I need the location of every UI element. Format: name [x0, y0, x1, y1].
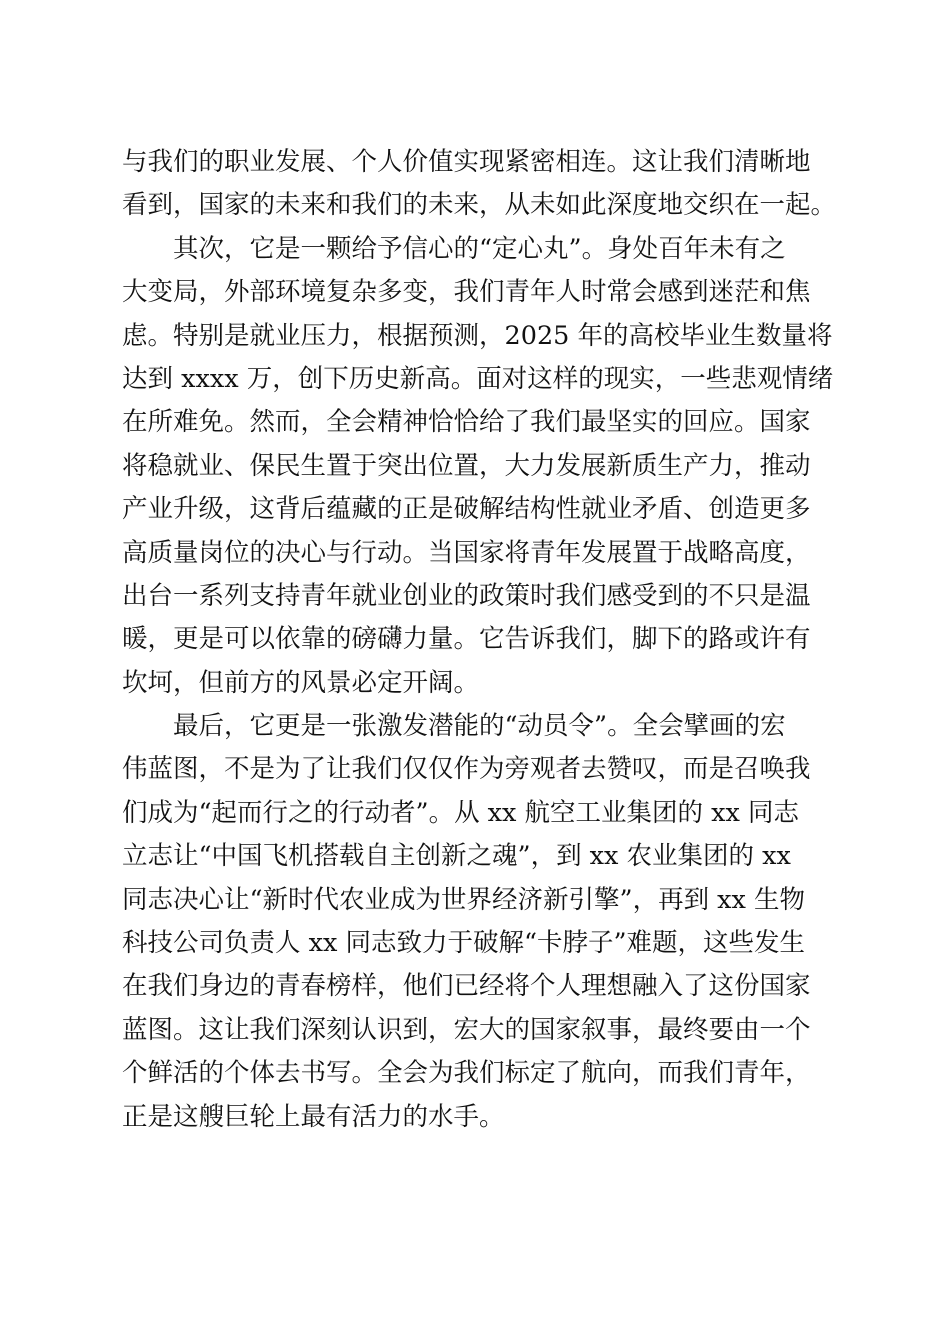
text-line: 们成为“起而行之的行动者”。从 xx 航空工业集团的 xx 同志 [122, 797, 800, 828]
text-line: 将稳就业、保民生置于突出位置，大力发展新质生产力，推动 [122, 450, 811, 481]
text-line: 最后，它更是一张激发潜能的“动员令”。全会擘画的宏 [173, 711, 786, 742]
body-text [122, 141, 837, 1139]
text-line: 产业升级，这背后蕴藏的正是破解结构性就业矛盾、创造更多 [122, 494, 811, 525]
text-line: 看到，国家的未来和我们的未来，从未如此深度地交织在一起。 [122, 190, 837, 221]
text-line: 出台一系列支持青年就业创业的政策时我们感受到的不只是温 [122, 580, 811, 611]
text-line: 蓝图。这让我们深刻认识到，宏大的国家叙事，最终要由一个 [122, 1014, 811, 1045]
text-line: 其次，它是一颗给予信心的“定心丸”。身处百年未有之 [173, 233, 786, 264]
text-line: 与我们的职业发展、个人价值实现紧密相连。这让我们清晰地 [122, 147, 811, 177]
text-line: 高质量岗位的决心与行动。当国家将青年发展置于战略高度， [122, 537, 811, 568]
text-line: 正是这艘巨轮上最有活力的水手。 [122, 1101, 505, 1132]
text-line: 在我们身边的青春榜样，他们已经将个人理想融入了这份国家 [122, 971, 811, 1002]
text-line: 个鲜活的个体去书写。全会为我们标定了航向，而我们青年， [122, 1058, 811, 1089]
text-line: 暖，更是可以依靠的磅礴力量。它告诉我们，脚下的路或许有 [122, 624, 811, 655]
text-line: 虑。特别是就业压力，根据预测，2025 年的高校毕业生数量将 [122, 320, 833, 351]
paragraph-1 [122, 141, 837, 228]
text-line: 伟蓝图，不是为了让我们仅仅作为旁观者去赞叹，而是召唤我 [122, 754, 811, 785]
paragraph-2 [122, 228, 834, 705]
text-line: 同志决心让“新时代农业成为世界经济新引擎”，再到 xx 生物 [122, 884, 806, 915]
text-line: 大变局，外部环境复杂多变，我们青年人时常会感到迷茫和焦 [122, 277, 811, 308]
text-line: 科技公司负责人 xx 同志致力于破解“卡脖子”难题，这些发生 [122, 928, 806, 959]
text-line: 立志让“中国飞机搭载自主创新之魂”，到 xx 农业集团的 xx [122, 841, 791, 872]
text-line: 达到 xxxx 万，创下历史新高。面对这样的现实，一些悲观情绪 [122, 363, 834, 394]
text-line: 在所难免。然而，全会精神恰恰给了我们最坚实的回应。国家 [122, 407, 811, 438]
text-line: 坎坷，但前方的风景必定开阔。 [122, 667, 480, 698]
paragraph-3 [122, 705, 828, 1139]
